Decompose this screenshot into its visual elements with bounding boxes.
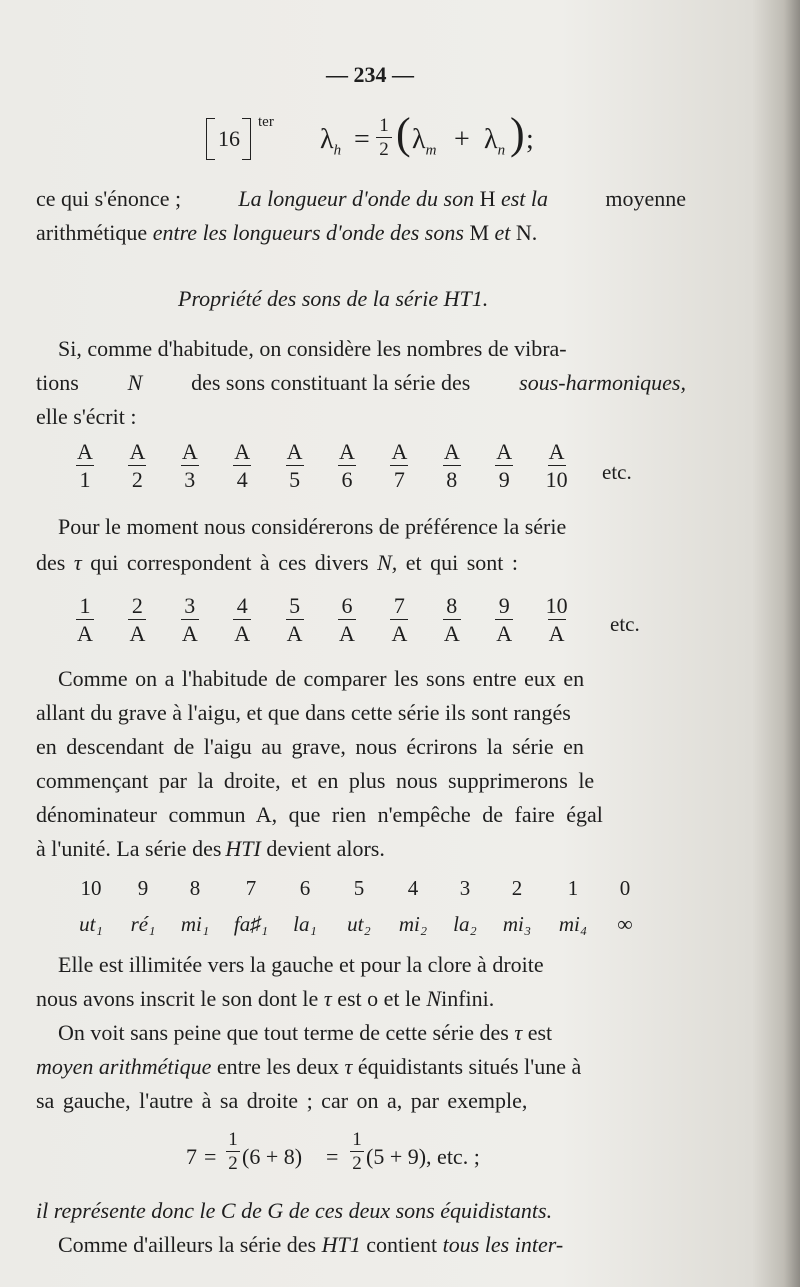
series2-fraction xyxy=(227,594,257,646)
series1-numerator: A xyxy=(286,439,303,464)
series2-numerator: 5 xyxy=(289,593,301,618)
series2-numerator: 9 xyxy=(498,593,510,618)
series1-fraction xyxy=(227,440,257,492)
series2-fraction xyxy=(175,594,205,646)
series2-denominator: A xyxy=(129,621,146,646)
series3-note: la₁ xyxy=(293,912,317,936)
series3-note: ré₁ xyxy=(130,912,156,936)
series1-fraction xyxy=(70,440,100,492)
series1-fraction xyxy=(175,440,205,492)
series1-fraction xyxy=(122,440,152,492)
series1-numerator: A xyxy=(181,439,198,464)
para3-line2: des τ qui correspondent à ces divers N, et qui sont : xyxy=(36,550,519,575)
series1-denominator: 3 xyxy=(184,467,196,492)
series1-fraction xyxy=(280,440,310,492)
series1-numerator: A xyxy=(548,439,565,464)
para4-line5: dénominateur commun A, que rien n'empêche de faire égal xyxy=(36,802,603,827)
series1-numerator: A xyxy=(234,439,251,464)
para2-line1: Si, comme d'habitude, on considère les nombres de vibra- xyxy=(58,336,567,361)
series3-value: 2 xyxy=(511,876,523,900)
series1-numerator: A xyxy=(391,439,408,464)
series2-denominator: A xyxy=(234,621,251,646)
para1-line2: arithmétique entre les longueurs d'onde des sons M et N. xyxy=(36,220,538,245)
series1-denominator: 1 xyxy=(79,467,91,492)
page-number: — 234 — xyxy=(326,62,414,87)
series1-denominator: 2 xyxy=(131,467,143,492)
series2-denominator: A xyxy=(391,621,408,646)
series2-fraction xyxy=(122,594,152,646)
series3-note: fa♯₁ xyxy=(233,912,269,936)
main-formula: $\lambda_h$ = 1 2 ( $\lambda_m$ + $\lambda_n$ ) ; xyxy=(320,109,534,160)
para4-line4: commençant par la droite, et en plus nous supprimerons le xyxy=(36,768,595,793)
para1-line1: ce qui s'énonce ; La longueur d'onde du son H est la moyenne xyxy=(36,186,686,211)
series2-numerator: 1 xyxy=(79,593,91,618)
series2-numerator: 2 xyxy=(131,593,143,618)
series1-fraction xyxy=(332,440,362,492)
para5-line1: Elle est illimitée vers la gauche et pour la clore à droite xyxy=(58,952,544,977)
para2-line2: tions N des sons constituant la série des sous-harmoniques, xyxy=(36,370,686,395)
section-title: Propriété des sons de la série HT1. xyxy=(178,286,489,311)
series3-value: 6 xyxy=(299,876,311,900)
series2-denominator: A xyxy=(339,621,355,646)
para2-line3: elle s'écrit : xyxy=(36,404,137,429)
series2-numerator: 8 xyxy=(446,593,458,618)
series1-fraction xyxy=(489,440,519,492)
series3-note: mi₄ xyxy=(558,912,588,936)
series1-denominator: 10 xyxy=(545,467,568,492)
para4-line6: à l'unité. La série des HTI devient alors. xyxy=(36,836,385,861)
para8-line1: Comme d'ailleurs la série des HT1 contient tous les inter- xyxy=(58,1232,564,1257)
series3-value: 8 xyxy=(189,876,201,900)
series2-numerator: 10 xyxy=(545,593,568,618)
para5-line2: nous avons inscrit le son dont le τ est o et le Ninfini. xyxy=(36,986,495,1011)
series2-fraction xyxy=(489,594,519,646)
series2-fraction xyxy=(542,594,572,646)
series3-note: mi₃ xyxy=(502,912,532,936)
series2-numerator: 4 xyxy=(236,593,248,618)
series2-fraction xyxy=(437,594,467,646)
series3-value: 3 xyxy=(459,876,471,900)
series3-note: ut₁ xyxy=(79,912,103,936)
series1-numerator: A xyxy=(77,439,93,464)
para6-line1: On voit sans peine que tout terme de cette série des τ est xyxy=(58,1020,553,1045)
series2-denominator: A xyxy=(181,621,198,646)
series1-numerator: A xyxy=(443,439,460,464)
series3-note: ∞ xyxy=(617,912,633,936)
series3-note: ut₂ xyxy=(347,912,371,936)
series2-fraction xyxy=(280,594,310,646)
series1-fraction xyxy=(437,440,467,492)
series1-fraction xyxy=(542,440,572,492)
series3-note: mi₂ xyxy=(398,912,428,936)
series2-denominator: A xyxy=(77,621,93,646)
series3-value: 9 xyxy=(137,876,149,900)
series2-etc: etc. xyxy=(610,612,640,636)
series1-denominator: 5 xyxy=(289,467,301,492)
series1-denominator: 4 xyxy=(236,467,248,492)
series3-value: 4 xyxy=(407,876,419,900)
series1-numerator: A xyxy=(496,439,513,464)
para4-line2: allant du grave à l'aigu, et que dans cette série ils sont rangés xyxy=(36,700,571,725)
series2-denominator: A xyxy=(286,621,303,646)
series3-note: mi₁ xyxy=(180,912,210,936)
series3-value: 1 xyxy=(567,876,579,900)
equation-label-sup: ter xyxy=(258,114,274,130)
series1-denominator: 9 xyxy=(498,467,510,492)
series2-denominator: A xyxy=(443,621,460,646)
series2-fraction xyxy=(70,594,100,646)
para7: il représente donc le C de G de ces deux sons équidistants. xyxy=(36,1198,553,1223)
series1-denominator: 8 xyxy=(446,467,458,492)
series3-value: 10 xyxy=(80,876,102,900)
series1-fraction xyxy=(384,440,414,492)
series2-numerator: 6 xyxy=(341,593,353,618)
series2-denominator: A xyxy=(496,621,513,646)
series2-numerator: 7 xyxy=(393,593,405,618)
para6-line2: moyen arithmétique entre les deux τ équidistants situés l'une à xyxy=(36,1054,582,1079)
series3-note: la₂ xyxy=(453,912,477,936)
example-equation: 7 = 1 2 (6 + 8) = 1 2 (5 + 9), etc. ; xyxy=(186,1129,480,1174)
para3-line1: Pour le moment nous considérerons de préférence la série xyxy=(58,514,567,539)
equation-label: 16 ter xyxy=(206,118,260,160)
series1-denominator: 7 xyxy=(393,467,405,492)
series1-etc: etc. xyxy=(602,460,632,484)
series2-fraction xyxy=(384,594,414,646)
series2-numerator: 3 xyxy=(184,593,196,618)
series1-numerator: A xyxy=(339,439,355,464)
series2-fraction xyxy=(332,594,362,646)
series3-value: 5 xyxy=(353,876,365,900)
para4-line3: en descendant de l'aigu au grave, nous écrirons la série en xyxy=(36,734,584,759)
series1-denominator: 6 xyxy=(341,467,353,492)
para6-line3: sa gauche, l'autre à sa droite ; car on a, par exemple, xyxy=(36,1088,528,1113)
series1-numerator: A xyxy=(129,439,146,464)
series3-value: 0 xyxy=(619,876,631,900)
series3-value: 7 xyxy=(245,876,257,900)
para4-line1: Comme on a l'habitude de comparer les sons entre eux en xyxy=(58,666,585,691)
series2-denominator: A xyxy=(548,621,565,646)
